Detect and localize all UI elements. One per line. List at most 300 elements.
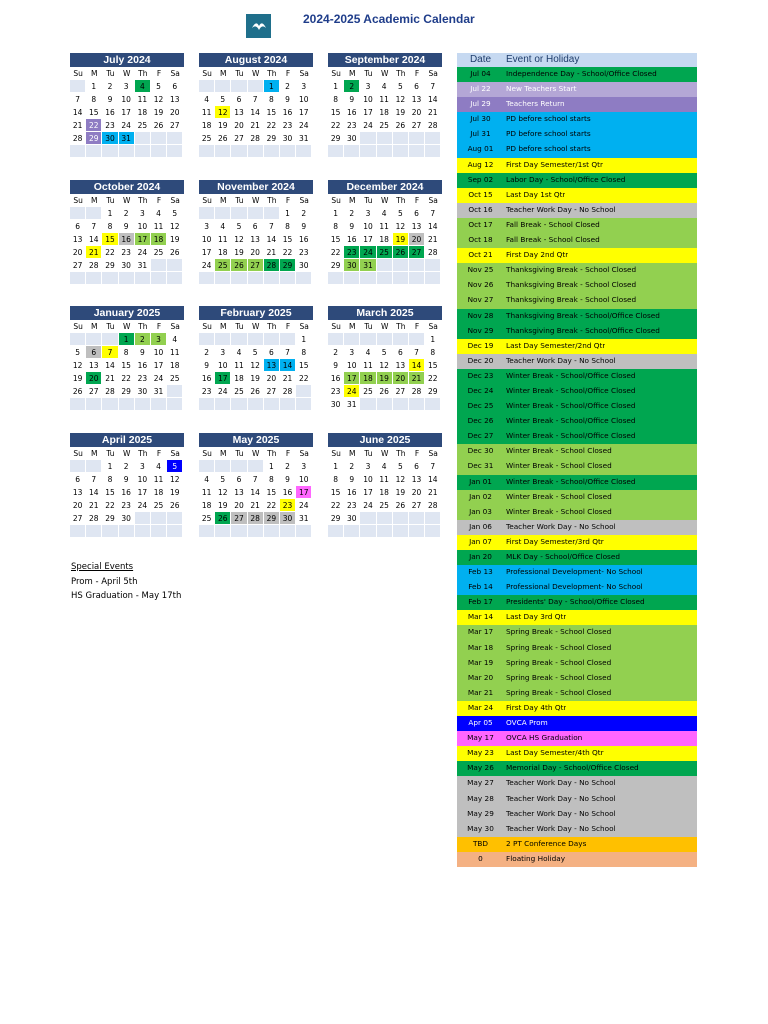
day-cell: 12 xyxy=(248,359,264,372)
day-cell: 31 xyxy=(119,132,135,145)
event-row xyxy=(457,656,697,671)
month-title: June 2025 xyxy=(328,433,442,447)
empty-day-cell xyxy=(344,145,360,158)
day-cell: 20 xyxy=(409,106,425,119)
empty-day-cell xyxy=(377,398,393,411)
day-cell: 30 xyxy=(280,132,296,145)
empty-day-cell xyxy=(215,460,231,473)
day-cell: 10 xyxy=(296,93,312,106)
day-cell: 11 xyxy=(167,346,183,359)
empty-day-cell xyxy=(70,333,86,346)
weekday-label: Tu xyxy=(102,194,118,207)
day-cell: 8 xyxy=(328,473,344,486)
day-cell: 11 xyxy=(231,359,247,372)
day-cell: 30 xyxy=(102,132,118,145)
event-row xyxy=(457,761,697,776)
empty-day-cell xyxy=(102,333,118,346)
day-cell: 6 xyxy=(167,80,183,93)
weekday-label: F xyxy=(409,320,425,333)
event-name: First Day Semester/3rd Qtr xyxy=(506,536,604,546)
day-cell: 27 xyxy=(231,512,247,525)
day-cell: 19 xyxy=(151,106,167,119)
day-cell: 29 xyxy=(119,385,135,398)
empty-day-cell xyxy=(167,132,183,145)
month-title: March 2025 xyxy=(328,306,442,320)
event-date: Jan 07 xyxy=(469,536,492,546)
day-cell: 5 xyxy=(377,346,393,359)
event-date: Aug 01 xyxy=(467,144,494,154)
event-date: Oct 18 xyxy=(468,235,493,245)
day-cell: 13 xyxy=(409,220,425,233)
empty-day-cell xyxy=(296,525,312,538)
day-cell: 21 xyxy=(86,246,102,259)
day-cell: 22 xyxy=(280,246,296,259)
day-cell: 24 xyxy=(360,119,376,132)
weekday-label: Th xyxy=(393,194,409,207)
event-name: Winter Break - School Closed xyxy=(506,461,612,471)
special-event-item: Prom - April 5th xyxy=(71,576,138,587)
event-row xyxy=(457,127,697,142)
special-events xyxy=(71,560,181,604)
day-cell: 6 xyxy=(409,207,425,220)
day-cell: 10 xyxy=(360,220,376,233)
day-cell: 17 xyxy=(135,233,151,246)
weekday-label: F xyxy=(280,447,296,460)
day-cell: 6 xyxy=(70,473,86,486)
day-cell: 13 xyxy=(70,486,86,499)
day-cell: 23 xyxy=(119,499,135,512)
day-cell: 23 xyxy=(296,246,312,259)
day-cell: 4 xyxy=(231,346,247,359)
month-title: April 2025 xyxy=(70,433,184,447)
empty-day-cell xyxy=(377,145,393,158)
day-cell: 19 xyxy=(70,372,86,385)
day-cell: 27 xyxy=(409,119,425,132)
day-cell: 20 xyxy=(409,486,425,499)
weekday-label: M xyxy=(215,447,231,460)
day-cell: 28 xyxy=(86,259,102,272)
day-cell: 18 xyxy=(377,486,393,499)
empty-day-cell xyxy=(360,132,376,145)
day-cell: 8 xyxy=(328,220,344,233)
event-date: Dec 23 xyxy=(467,370,494,380)
event-date: Jan 06 xyxy=(469,521,492,531)
weekday-label: F xyxy=(151,320,167,333)
day-cell: 9 xyxy=(344,220,360,233)
weekday-label: Tu xyxy=(360,320,376,333)
event-row xyxy=(457,520,697,535)
day-cell: 19 xyxy=(215,499,231,512)
day-cell: 13 xyxy=(409,473,425,486)
day-cell: 23 xyxy=(328,385,344,398)
weekday-label: M xyxy=(344,194,360,207)
event-name: Teacher Work Day - No School xyxy=(506,355,616,365)
day-cell: 26 xyxy=(393,499,409,512)
day-cell: 27 xyxy=(231,132,247,145)
event-name: Winter Break - School/Office Closed xyxy=(506,385,636,395)
event-row xyxy=(457,535,697,550)
day-cell: 1 xyxy=(102,207,118,220)
day-cell: 25 xyxy=(199,132,215,145)
day-cell: 4 xyxy=(199,473,215,486)
empty-day-cell xyxy=(409,272,425,285)
empty-day-cell xyxy=(119,145,135,158)
event-row xyxy=(457,641,697,656)
day-cell: 7 xyxy=(264,220,280,233)
day-cell: 15 xyxy=(328,106,344,119)
weekday-label: Su xyxy=(70,447,86,460)
day-cell: 16 xyxy=(135,359,151,372)
day-cell: 27 xyxy=(409,246,425,259)
event-row xyxy=(457,278,697,293)
empty-day-cell xyxy=(86,525,102,538)
day-cell: 12 xyxy=(393,220,409,233)
empty-day-cell xyxy=(70,525,86,538)
day-cell: 14 xyxy=(248,486,264,499)
empty-day-cell xyxy=(215,80,231,93)
event-row xyxy=(457,550,697,565)
event-row xyxy=(457,565,697,580)
event-row xyxy=(457,233,697,248)
weekday-label: Sa xyxy=(296,447,312,460)
event-name: Thanksgiving Break - School Closed xyxy=(506,265,637,275)
event-date: Mar 17 xyxy=(467,627,494,637)
day-cell: 22 xyxy=(425,372,441,385)
event-row xyxy=(457,852,697,867)
day-cell: 27 xyxy=(264,385,280,398)
day-cell: 22 xyxy=(119,372,135,385)
day-cell: 14 xyxy=(70,106,86,119)
day-cell: 14 xyxy=(409,359,425,372)
empty-day-cell xyxy=(102,272,118,285)
month-calendar xyxy=(70,306,184,411)
event-date: Feb 14 xyxy=(468,582,493,592)
empty-day-cell xyxy=(296,398,312,411)
event-row xyxy=(457,188,697,203)
event-date: Oct 16 xyxy=(468,204,493,214)
month-calendar xyxy=(70,53,184,158)
day-cell: 1 xyxy=(119,333,135,346)
empty-day-cell xyxy=(231,207,247,220)
event-row xyxy=(457,459,697,474)
empty-day-cell xyxy=(425,259,441,272)
empty-day-cell xyxy=(102,525,118,538)
day-cell: 12 xyxy=(215,486,231,499)
weekday-label: Sa xyxy=(167,320,183,333)
day-cell: 21 xyxy=(409,372,425,385)
empty-day-cell xyxy=(199,272,215,285)
weekday-label: Tu xyxy=(102,447,118,460)
day-cell: 2 xyxy=(344,207,360,220)
day-cell: 27 xyxy=(248,259,264,272)
day-cell: 22 xyxy=(296,372,312,385)
month-calendar xyxy=(70,433,184,538)
day-cell: 6 xyxy=(86,346,102,359)
event-name: Fall Break - School Closed xyxy=(506,235,600,245)
event-date: Jul 30 xyxy=(470,114,491,124)
event-row xyxy=(457,97,697,112)
event-name: Last Day 3rd Qtr xyxy=(506,612,567,622)
month-calendar xyxy=(328,433,442,538)
day-cell: 30 xyxy=(344,259,360,272)
month-calendar xyxy=(199,306,313,411)
day-cell: 23 xyxy=(102,119,118,132)
day-cell: 6 xyxy=(264,346,280,359)
day-cell: 12 xyxy=(377,359,393,372)
day-cell: 11 xyxy=(151,473,167,486)
event-row xyxy=(457,293,697,308)
event-name: Professional Development- No School xyxy=(506,582,643,592)
empty-day-cell xyxy=(280,525,296,538)
day-cell: 7 xyxy=(248,93,264,106)
day-cell: 15 xyxy=(264,486,280,499)
day-cell: 24 xyxy=(360,499,376,512)
weekday-label: Tu xyxy=(231,194,247,207)
month-title: May 2025 xyxy=(199,433,313,447)
day-cell: 3 xyxy=(119,80,135,93)
day-cell: 5 xyxy=(215,93,231,106)
weekday-label: Su xyxy=(70,67,86,80)
day-cell: 18 xyxy=(151,486,167,499)
event-name: Winter Break - School/Office Closed xyxy=(506,431,636,441)
empty-day-cell xyxy=(231,525,247,538)
day-cell: 22 xyxy=(86,119,102,132)
event-date: Mar 20 xyxy=(467,672,494,682)
event-name: Teacher Work Day - No School xyxy=(506,808,616,818)
event-date: Jan 02 xyxy=(469,491,492,501)
event-name: Spring Break - School Closed xyxy=(506,687,612,697)
event-row xyxy=(457,475,697,490)
day-cell: 18 xyxy=(135,106,151,119)
weekday-label: F xyxy=(409,194,425,207)
weekday-label: W xyxy=(377,447,393,460)
event-row xyxy=(457,429,697,444)
event-row xyxy=(457,173,697,188)
empty-day-cell xyxy=(70,145,86,158)
event-name: Teacher Work Day - No School xyxy=(506,204,616,214)
month-title: September 2024 xyxy=(328,53,442,67)
month-calendars xyxy=(70,53,442,549)
day-cell: 8 xyxy=(280,220,296,233)
empty-day-cell xyxy=(215,525,231,538)
empty-day-cell xyxy=(393,333,409,346)
day-cell: 6 xyxy=(393,346,409,359)
event-name: Thanksgiving Break - School Closed xyxy=(506,295,637,305)
weekday-label: M xyxy=(215,67,231,80)
weekday-label: M xyxy=(344,67,360,80)
day-cell: 1 xyxy=(328,207,344,220)
day-cell: 2 xyxy=(199,346,215,359)
date-column-header: Date xyxy=(469,54,492,65)
event-name: Presidents' Day - School/Office Closed xyxy=(506,597,645,607)
empty-day-cell xyxy=(264,333,280,346)
day-cell: 22 xyxy=(328,119,344,132)
weekday-label: W xyxy=(248,447,264,460)
event-date: Sep 02 xyxy=(467,174,494,184)
weekday-label: W xyxy=(248,194,264,207)
event-date: Nov 27 xyxy=(467,295,494,305)
empty-day-cell xyxy=(409,145,425,158)
day-cell: 12 xyxy=(231,233,247,246)
event-name: Last Day 1st Qtr xyxy=(506,189,566,199)
day-cell: 18 xyxy=(377,106,393,119)
month-title: July 2024 xyxy=(70,53,184,67)
empty-day-cell xyxy=(135,272,151,285)
day-cell: 28 xyxy=(425,499,441,512)
event-row xyxy=(457,731,697,746)
day-cell: 12 xyxy=(167,220,183,233)
empty-day-cell xyxy=(360,333,376,346)
event-row xyxy=(457,671,697,686)
empty-day-cell xyxy=(409,398,425,411)
day-cell: 19 xyxy=(248,372,264,385)
day-cell: 19 xyxy=(231,246,247,259)
weekday-label: Su xyxy=(199,320,215,333)
day-cell: 14 xyxy=(248,106,264,119)
day-cell: 10 xyxy=(135,473,151,486)
day-cell: 27 xyxy=(70,259,86,272)
day-cell: 28 xyxy=(70,132,86,145)
empty-day-cell xyxy=(393,398,409,411)
month-calendar xyxy=(328,306,442,411)
day-cell: 1 xyxy=(280,207,296,220)
day-cell: 30 xyxy=(344,132,360,145)
event-row xyxy=(457,158,697,173)
empty-day-cell xyxy=(215,207,231,220)
empty-day-cell xyxy=(199,398,215,411)
empty-day-cell xyxy=(231,460,247,473)
day-cell: 2 xyxy=(119,460,135,473)
day-cell: 21 xyxy=(70,119,86,132)
empty-day-cell xyxy=(248,145,264,158)
day-cell: 25 xyxy=(377,246,393,259)
day-cell: 18 xyxy=(231,372,247,385)
day-cell: 25 xyxy=(151,499,167,512)
day-cell: 26 xyxy=(248,385,264,398)
day-cell: 14 xyxy=(280,359,296,372)
day-cell: 7 xyxy=(280,346,296,359)
day-cell: 17 xyxy=(151,359,167,372)
day-cell: 15 xyxy=(119,359,135,372)
day-cell: 16 xyxy=(296,233,312,246)
day-cell: 26 xyxy=(167,246,183,259)
weekday-label: Sa xyxy=(296,194,312,207)
day-cell: 12 xyxy=(215,106,231,119)
day-cell: 2 xyxy=(119,207,135,220)
empty-day-cell xyxy=(199,333,215,346)
day-cell: 1 xyxy=(264,80,280,93)
day-cell: 28 xyxy=(425,246,441,259)
month-title: October 2024 xyxy=(70,180,184,194)
day-cell: 15 xyxy=(102,486,118,499)
empty-day-cell xyxy=(393,512,409,525)
day-cell: 16 xyxy=(199,372,215,385)
day-cell: 19 xyxy=(393,233,409,246)
weekday-label: Th xyxy=(393,67,409,80)
event-rows xyxy=(457,67,697,867)
events-table xyxy=(457,53,697,867)
event-name: PD before school starts xyxy=(506,129,591,139)
weekday-label: Tu xyxy=(231,320,247,333)
event-row xyxy=(457,580,697,595)
event-row xyxy=(457,746,697,761)
event-row xyxy=(457,82,697,97)
event-date: Mar 24 xyxy=(467,702,494,712)
weekday-label: Su xyxy=(328,447,344,460)
event-name: Teacher Work Day - No School xyxy=(506,823,616,833)
month-grid xyxy=(70,447,184,538)
day-cell: 12 xyxy=(393,473,409,486)
day-cell: 14 xyxy=(86,486,102,499)
day-cell: 14 xyxy=(425,220,441,233)
event-date: May 28 xyxy=(467,793,494,803)
day-cell: 6 xyxy=(409,80,425,93)
day-cell: 16 xyxy=(119,233,135,246)
empty-day-cell xyxy=(199,460,215,473)
empty-day-cell xyxy=(151,525,167,538)
day-cell: 14 xyxy=(425,93,441,106)
day-cell: 30 xyxy=(280,512,296,525)
day-cell: 22 xyxy=(102,246,118,259)
empty-day-cell xyxy=(425,525,441,538)
day-cell: 15 xyxy=(86,106,102,119)
day-cell: 24 xyxy=(296,119,312,132)
day-cell: 26 xyxy=(377,385,393,398)
empty-day-cell xyxy=(135,145,151,158)
event-date: Mar 19 xyxy=(467,657,494,667)
day-cell: 21 xyxy=(425,106,441,119)
day-cell: 11 xyxy=(377,93,393,106)
weekday-label: W xyxy=(248,67,264,80)
day-cell: 24 xyxy=(151,372,167,385)
day-cell: 7 xyxy=(425,80,441,93)
event-name: Teacher Work Day - No School xyxy=(506,793,616,803)
empty-day-cell xyxy=(377,525,393,538)
empty-day-cell xyxy=(70,398,86,411)
event-row xyxy=(457,248,697,263)
day-cell: 20 xyxy=(393,372,409,385)
day-cell: 31 xyxy=(296,512,312,525)
empty-day-cell xyxy=(409,512,425,525)
event-date: Dec 20 xyxy=(467,355,494,365)
day-cell: 25 xyxy=(377,499,393,512)
day-cell: 13 xyxy=(231,486,247,499)
event-name: MLK Day - School/Office Closed xyxy=(506,552,620,561)
weekday-label: Th xyxy=(135,194,151,207)
month-grid xyxy=(70,67,184,158)
day-cell: 17 xyxy=(360,106,376,119)
day-cell: 8 xyxy=(328,93,344,106)
day-cell: 2 xyxy=(328,346,344,359)
day-cell: 10 xyxy=(344,359,360,372)
day-cell: 23 xyxy=(119,246,135,259)
empty-day-cell xyxy=(393,145,409,158)
day-cell: 10 xyxy=(296,473,312,486)
day-cell: 5 xyxy=(167,207,183,220)
event-name: Last Day Semester/4th Qtr xyxy=(506,748,604,758)
weekday-label: Tu xyxy=(231,447,247,460)
weekday-label: Sa xyxy=(425,194,441,207)
day-cell: 25 xyxy=(167,372,183,385)
event-date: Feb 17 xyxy=(468,597,493,607)
day-cell: 29 xyxy=(102,512,118,525)
empty-day-cell xyxy=(231,272,247,285)
day-cell: 26 xyxy=(151,119,167,132)
event-date: Jul 31 xyxy=(470,129,491,139)
weekday-label: W xyxy=(248,320,264,333)
day-cell: 24 xyxy=(344,385,360,398)
month-calendar xyxy=(199,433,313,538)
